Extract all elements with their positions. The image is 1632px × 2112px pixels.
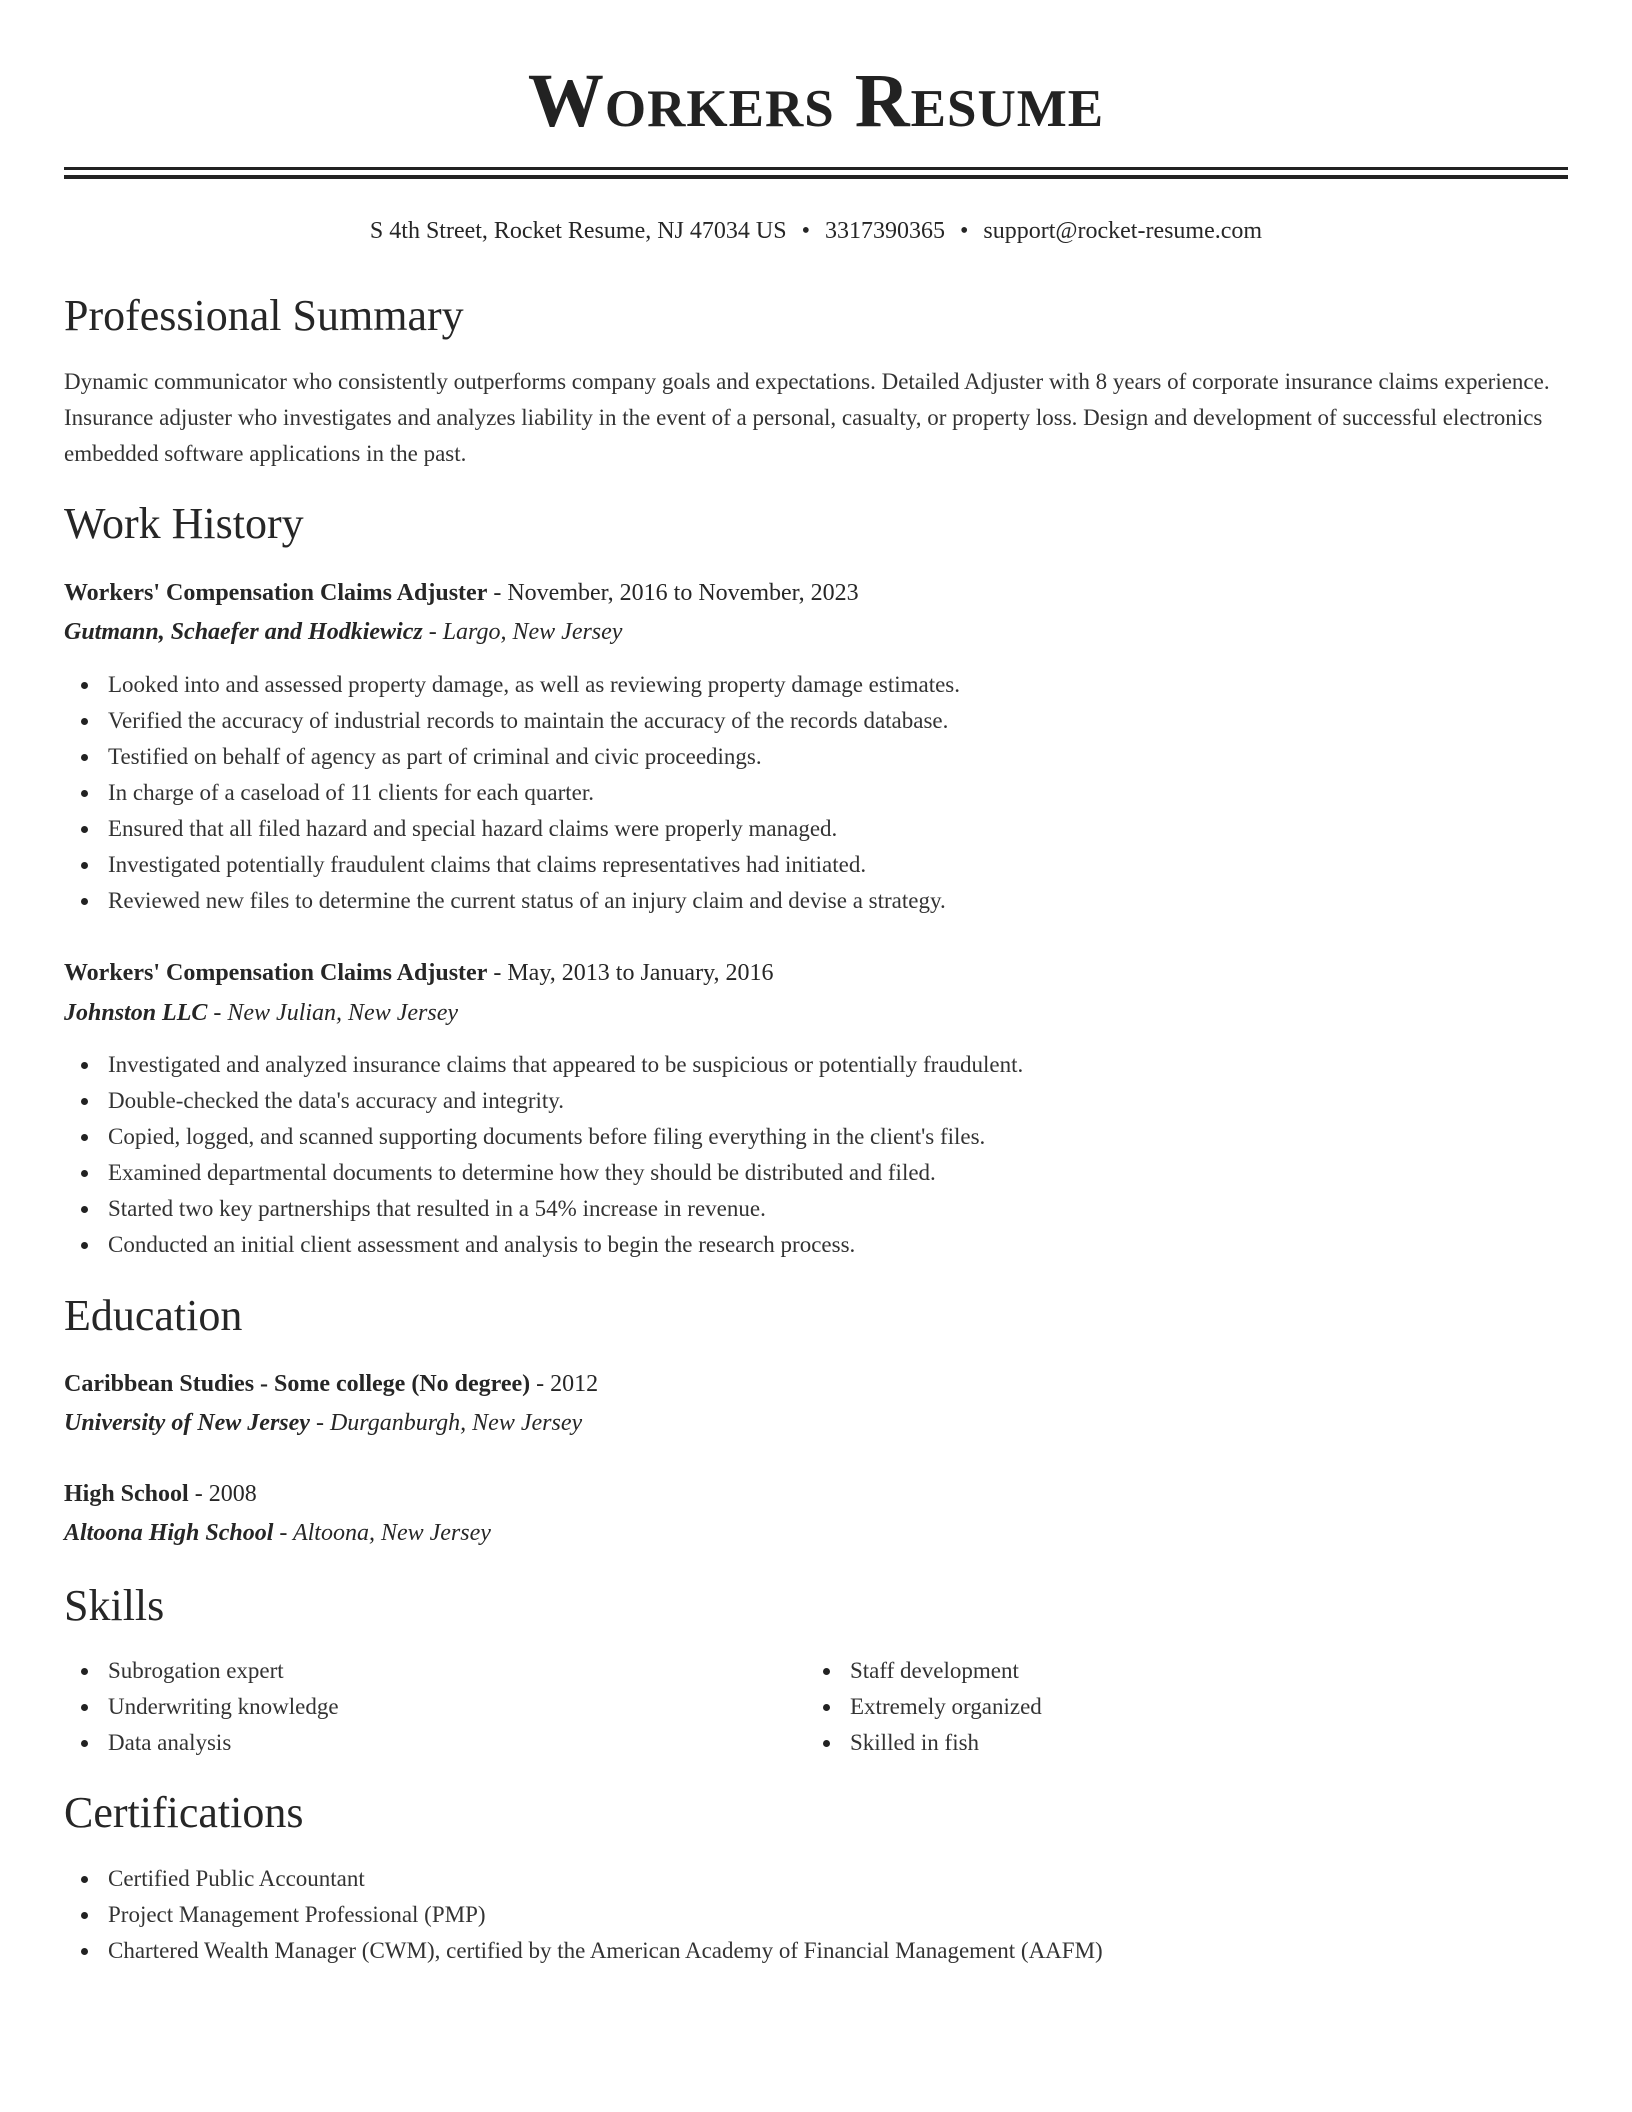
education-school: Altoona High School bbox=[64, 1520, 274, 1546]
education-location: - Altoona, New Jersey bbox=[273, 1520, 491, 1546]
list-item: Testified on behalf of agency as part of criminal and civic proceedings. bbox=[64, 739, 960, 775]
education-year: - 2012 bbox=[530, 1371, 599, 1397]
job-title-line bbox=[64, 575, 859, 611]
contact-separator: • bbox=[801, 218, 810, 244]
job-location: - Largo, New Jersey bbox=[422, 619, 623, 645]
education-location: - Durganburgh, New Jersey bbox=[309, 1410, 583, 1436]
skills-heading: Skills bbox=[64, 1581, 165, 1630]
job-duties-list bbox=[64, 1047, 1023, 1263]
list-item: Verified the accuracy of industrial records to maintain the accuracy of the records database. bbox=[64, 703, 960, 739]
education-school-line bbox=[64, 1405, 582, 1441]
work-history-heading: Work History bbox=[64, 499, 304, 548]
contact-line bbox=[64, 214, 1568, 248]
list-item: Examined departmental documents to determine how they should be distributed and filed. bbox=[64, 1155, 1023, 1191]
list-item: Project Management Professional (PMP) bbox=[64, 1897, 1103, 1933]
list-item: Reviewed new files to determine the current status of an injury claim and devise a strategy. bbox=[64, 883, 960, 919]
list-item: Chartered Wealth Manager (CWM), certified by the American Academy of Financial Management (AAFM) bbox=[64, 1933, 1103, 1969]
job-dates: - May, 2013 to January, 2016 bbox=[487, 960, 774, 986]
job-role: Workers' Compensation Claims Adjuster bbox=[64, 580, 488, 606]
contact-separator: • bbox=[959, 218, 969, 244]
job-dates: - November, 2016 to November, 2023 bbox=[487, 580, 859, 606]
education-degree: Caribbean Studies - Some college (No degree) bbox=[64, 1371, 531, 1397]
header-divider-thick bbox=[64, 175, 1568, 179]
list-item: Started two key partnerships that resulted in a 54% increase in revenue. bbox=[64, 1191, 1023, 1227]
skills-list-left bbox=[64, 1653, 339, 1761]
job-role: Workers' Compensation Claims Adjuster bbox=[64, 960, 488, 986]
list-item: Investigated potentially fraudulent claims that claims representatives had initiated. bbox=[64, 847, 960, 883]
resume-name: Workers Resume bbox=[527, 59, 1105, 143]
certifications-list bbox=[64, 1861, 1103, 1969]
education-degree: High School bbox=[64, 1481, 189, 1507]
list-item: Skilled in fish bbox=[806, 1725, 1042, 1761]
list-item: Double-checked the data's accuracy and integrity. bbox=[64, 1083, 1023, 1119]
education-year: - 2008 bbox=[188, 1481, 257, 1507]
job-location: - New Julian, New Jersey bbox=[207, 1000, 458, 1026]
list-item: Data analysis bbox=[64, 1725, 339, 1761]
education-school: University of New Jersey bbox=[64, 1410, 310, 1436]
certifications-heading: Certifications bbox=[64, 1788, 304, 1837]
job-title-line bbox=[64, 955, 774, 991]
list-item: Ensured that all filed hazard and special hazard claims were properly managed. bbox=[64, 811, 960, 847]
job-company: Johnston LLC bbox=[64, 1000, 208, 1026]
list-item: Looked into and assessed property damage, as well as reviewing property damage estimates. bbox=[64, 667, 960, 703]
list-item: Extremely organized bbox=[806, 1689, 1042, 1725]
job-company-line bbox=[64, 995, 458, 1031]
skills-list-right bbox=[806, 1653, 1042, 1761]
summary-text: Dynamic communicator who consistently outperforms company goals and expectations. Detailed Adjuster with 8 years of corporate insurance claims experience. Insurance adjuster who investigates and analyzes liability in the event of a personal, casualty, or property loss. Design and development of successful electronics embedded software applications in the past. bbox=[64, 369, 1550, 466]
list-item: Certified Public Accountant bbox=[64, 1861, 1103, 1897]
list-item: Staff development bbox=[806, 1653, 1042, 1689]
list-item: Copied, logged, and scanned supporting documents before filing everything in the client's files. bbox=[64, 1119, 1023, 1155]
education-school-line bbox=[64, 1515, 491, 1551]
list-item: Underwriting knowledge bbox=[64, 1689, 339, 1725]
list-item: Investigated and analyzed insurance claims that appeared to be suspicious or potentially fraudulent. bbox=[64, 1047, 1023, 1083]
contact-email: support@rocket-resume.com bbox=[983, 218, 1263, 244]
job-company-line bbox=[64, 614, 622, 650]
list-item: Conducted an initial client assessment and analysis to begin the research process. bbox=[64, 1227, 1023, 1263]
list-item: In charge of a caseload of 11 clients for each quarter. bbox=[64, 775, 960, 811]
job-company: Gutmann, Schaefer and Hodkiewicz bbox=[64, 619, 423, 645]
education-degree-line bbox=[64, 1476, 257, 1512]
education-degree-line bbox=[64, 1366, 598, 1402]
header-divider-thin bbox=[64, 167, 1568, 170]
job-duties-list bbox=[64, 667, 960, 919]
list-item: Subrogation expert bbox=[64, 1653, 339, 1689]
contact-address: S 4th Street, Rocket Resume, NJ 47034 US bbox=[369, 218, 787, 244]
summary-heading: Professional Summary bbox=[64, 291, 464, 340]
education-heading: Education bbox=[64, 1291, 243, 1340]
contact-phone: 3317390365 bbox=[824, 218, 945, 244]
